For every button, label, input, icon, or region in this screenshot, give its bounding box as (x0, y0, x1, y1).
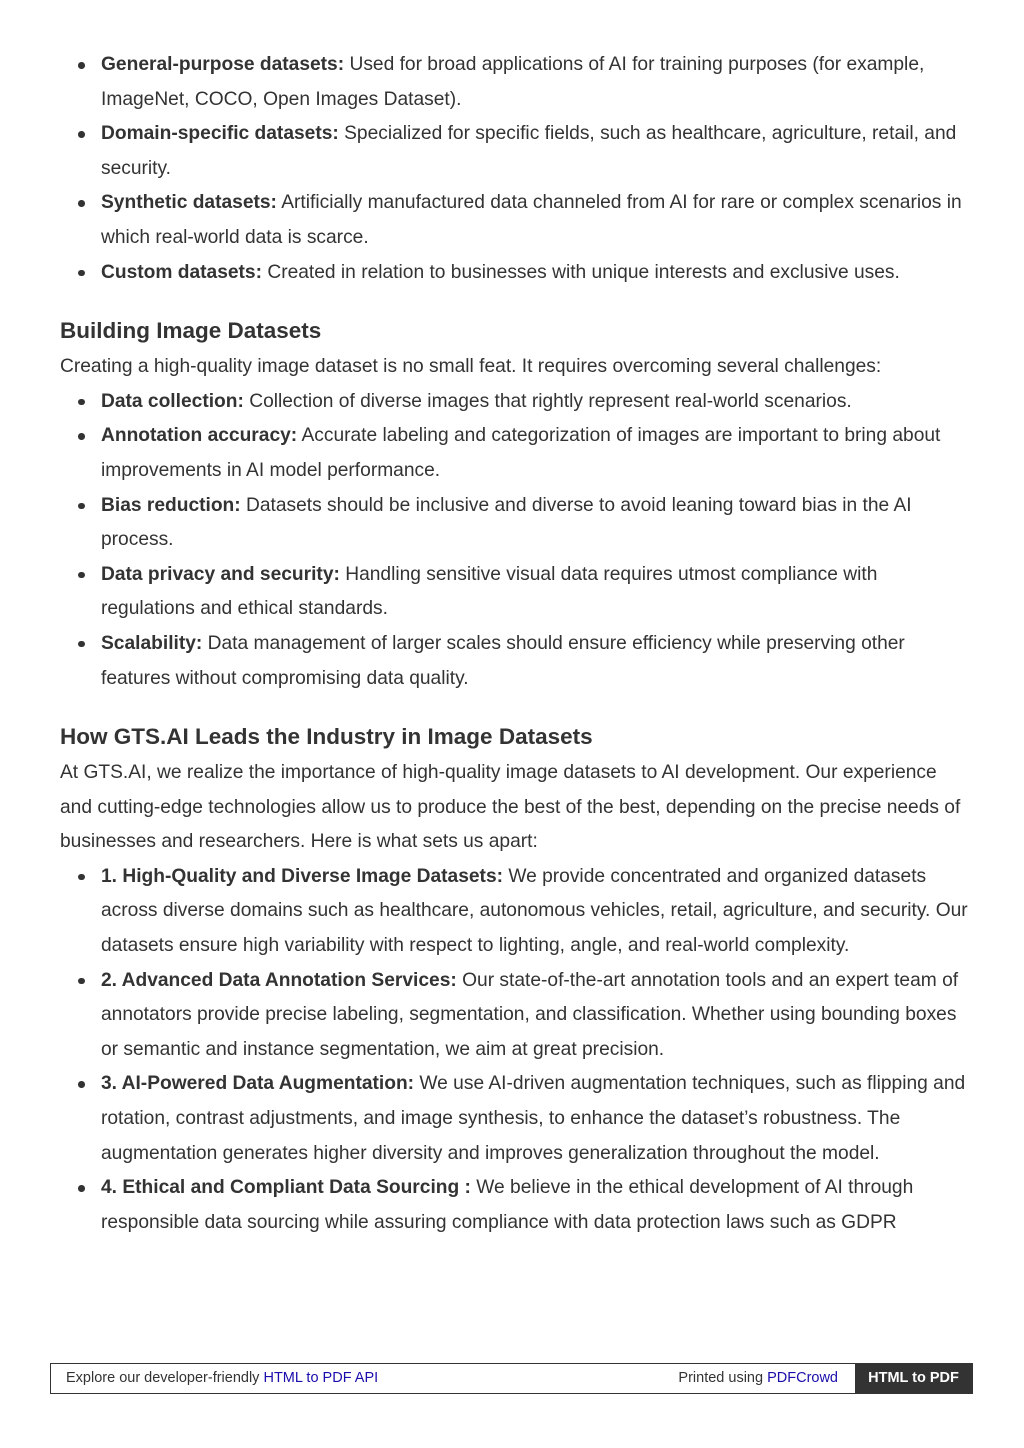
footer-printed (678, 1364, 838, 1392)
list-item-term: General-purpose datasets: (101, 54, 345, 75)
list-item-text: Used for broad applications of AI for training purposes (for example, ImageNet, COCO, Open Images Dataset). (101, 54, 925, 110)
document-body (60, 48, 970, 1240)
list-item-text: Collection of diverse images that rightly represent real-world scenarios. (243, 390, 852, 412)
list-item (101, 1171, 970, 1240)
footer-printed-text: Printed using (678, 1370, 768, 1386)
html-to-pdf-badge[interactable]: HTML to PDF (855, 1363, 973, 1394)
advantages-list (60, 860, 970, 1241)
list-item-term: 3. AI-Powered Data Augmentation: (101, 1073, 415, 1095)
list-item (101, 385, 970, 420)
list-item-term: 1. High-Quality and Diverse Image Datasets: (101, 865, 504, 887)
list-item (101, 117, 970, 186)
list-item-term: 4. Ethical and Compliant Data Sourcing : (101, 1177, 471, 1199)
list-item (101, 419, 970, 488)
section-intro-building: Creating a high-quality image dataset is no small feat. It requires overcoming several challenges: (60, 356, 882, 378)
list-item-text: Data management of larger scales should ensure efficiency while preserving other features without compromising data quality. (101, 632, 905, 689)
list-item (101, 627, 970, 696)
list-item-text: We believe in the ethical development of AI through responsible data sourcing while assuring compliance with data protection laws such as GDPR (101, 1177, 914, 1233)
list-item-term: Scalability: (101, 632, 203, 654)
list-item-term: Domain-specific datasets: (101, 123, 339, 145)
list-item-term: Synthetic datasets: (101, 192, 277, 214)
list-item-term: Custom datasets: (101, 261, 262, 283)
section-heading-building: Building Image Datasets (60, 318, 322, 344)
list-item (101, 256, 970, 291)
dataset-types-list (60, 48, 970, 290)
footer-explore-text: Explore our developer-friendly (66, 1370, 264, 1386)
list-item-text: Datasets should be inclusive and diverse to avoid leaning toward bias in the AI process. (101, 494, 912, 551)
list-item-text: We provide concentrated and organized datasets across diverse domains such as healthcare, autonomous vehicles, retail, agriculture, and security. Our datasets ensure high variability with respect to lighting, angle, and real-world complexity. (101, 865, 968, 957)
list-item-term: Bias reduction: (101, 494, 241, 516)
list-item-text: Artificially manufactured data channeled from AI for rare or complex scenarios in which real-world data is scarce. (101, 192, 962, 248)
pdfcrowd-footer (50, 1363, 972, 1394)
list-item (101, 964, 970, 1068)
list-item-term: Data collection: (101, 390, 244, 412)
list-item-text: Specialized for specific fields, such as healthcare, agriculture, retail, and security. (101, 123, 957, 179)
list-item-text: Created in relation to businesses with unique interests and exclusive uses. (262, 261, 900, 283)
list-item (101, 48, 970, 117)
list-item-term: 2. Advanced Data Annotation Services: (101, 969, 457, 991)
list-item (101, 489, 970, 558)
list-item-term: Annotation accuracy: (101, 425, 298, 447)
section-heading-gts: How GTS.AI Leads the Industry in Image Datasets (60, 724, 593, 750)
footer-explore (66, 1364, 378, 1392)
list-item (101, 186, 970, 255)
list-item-text: Accurate labeling and categorization of images are important to bring about improvements in AI model performance. (101, 425, 941, 481)
list-item (101, 558, 970, 627)
html-to-pdf-api-link[interactable]: HTML to PDF API (263, 1370, 379, 1386)
list-item-text: Handling sensitive visual data requires utmost compliance with regulations and ethical standards. (101, 563, 878, 620)
section-intro-gts: At GTS.AI, we realize the importance of high-quality image datasets to AI development. Our experience and cutting-edge technologies allow us to produce the best of the best, depending on the precise needs of businesses and researchers. Here is what sets us apart: (60, 762, 961, 853)
list-item (101, 1067, 970, 1171)
list-item-text: Our state-of-the-art annotation tools and an expert team of annotators provide precise labeling, segmentation, and classification. Whether using bounding boxes or semantic and instance segmentation, we aim at great precision. (101, 969, 959, 1060)
pdfcrowd-link[interactable]: PDFCrowd (767, 1370, 838, 1386)
list-item-term: Data privacy and security: (101, 563, 340, 585)
list-item-text: We use AI-driven augmentation techniques, such as flipping and rotation, contrast adjustments, and image synthesis, to enhance the dataset’s robustness. The augmentation generates higher diversity and improves generalization throughout the model. (101, 1073, 966, 1164)
challenges-list (60, 385, 970, 696)
list-item (101, 860, 970, 964)
